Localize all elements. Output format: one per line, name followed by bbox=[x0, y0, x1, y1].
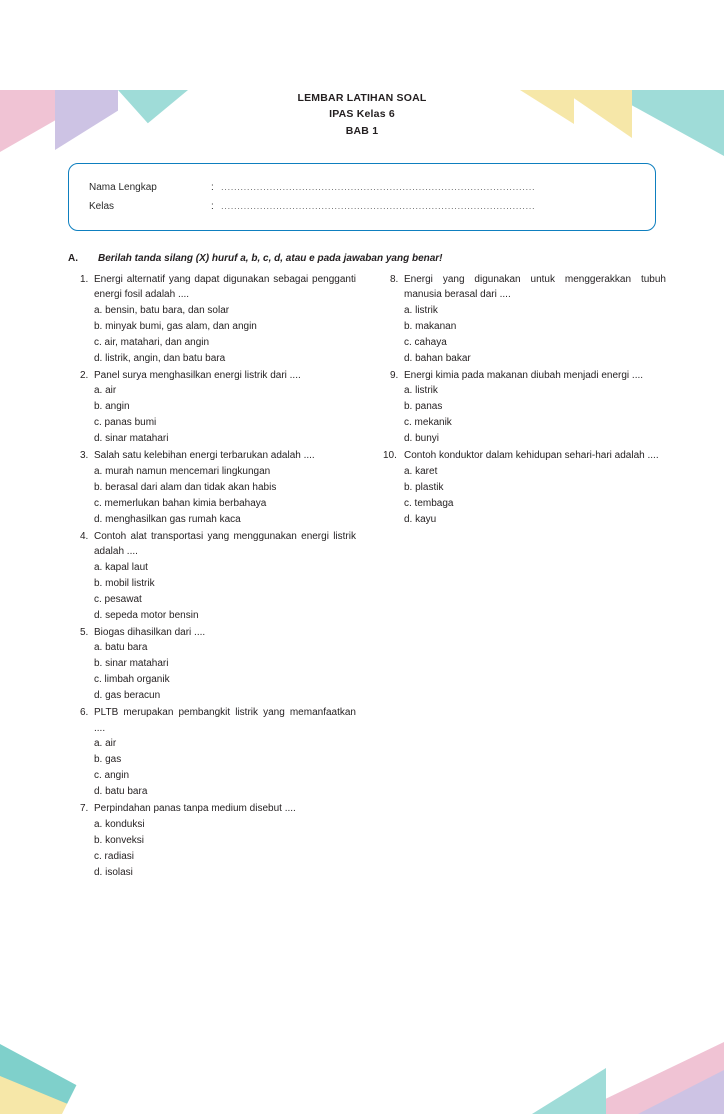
question-number: 2. bbox=[80, 369, 89, 381]
question-text: Energi alternatif yang dapat digunakan sebagai pengganti energi fosil adalah .... bbox=[94, 273, 356, 301]
question-number: 1. bbox=[80, 273, 89, 285]
page-title bbox=[68, 90, 656, 139]
decor-bottom-left-teal bbox=[0, 1044, 130, 1114]
option-b[interactable]: b. angin bbox=[94, 401, 130, 413]
option-c[interactable]: c. pesawat bbox=[94, 593, 142, 605]
question-item bbox=[68, 705, 356, 800]
question-text: Panel surya menghasilkan energi listrik dari .... bbox=[94, 369, 301, 381]
option-c[interactable]: c. tembaga bbox=[404, 497, 454, 509]
option-a[interactable]: a. listrik bbox=[404, 385, 438, 397]
identity-field-name[interactable]: ................................................................................................. bbox=[221, 181, 536, 193]
question-number: 7. bbox=[80, 803, 89, 815]
title-line-1: LEMBAR LATIHAN SOAL bbox=[297, 92, 427, 104]
question-item bbox=[68, 272, 356, 367]
question-item bbox=[68, 448, 356, 528]
option-c[interactable]: c. radiasi bbox=[94, 850, 135, 862]
option-d[interactable]: d. sepeda motor bensin bbox=[94, 609, 199, 621]
identity-colon-class: : bbox=[211, 200, 214, 212]
option-d[interactable]: d. menghasilkan gas rumah kaca bbox=[94, 513, 241, 525]
title-line-2: IPAS Kelas 6 bbox=[329, 108, 395, 121]
option-a[interactable]: a. konduksi bbox=[94, 818, 145, 830]
question-item bbox=[378, 368, 666, 448]
option-c[interactable]: c. memerlukan bahan kimia berbahaya bbox=[94, 497, 267, 509]
decor-bottom-left-white bbox=[62, 1062, 136, 1114]
question-number: 3. bbox=[80, 450, 89, 462]
question-body bbox=[94, 448, 356, 528]
option-b[interactable]: b. plastik bbox=[404, 481, 444, 493]
identity-colon-name: : bbox=[211, 181, 214, 193]
question-item bbox=[68, 625, 356, 705]
option-d[interactable]: d. sinar matahari bbox=[94, 433, 169, 445]
decor-bottom-right-pink bbox=[574, 1042, 724, 1114]
question-body bbox=[94, 529, 356, 624]
option-b[interactable]: b. sinar matahari bbox=[94, 658, 169, 670]
decor-bottom-right-lavender bbox=[638, 1070, 724, 1114]
option-b[interactable]: b. gas bbox=[94, 754, 122, 766]
identity-row-class bbox=[89, 197, 637, 216]
option-c[interactable]: c. angin bbox=[94, 770, 130, 782]
question-number: 4. bbox=[80, 530, 89, 542]
option-d[interactable]: d. batu bara bbox=[94, 786, 148, 798]
option-a[interactable]: a. kapal laut bbox=[94, 561, 148, 573]
question-item bbox=[378, 272, 666, 367]
option-d[interactable]: d. bunyi bbox=[404, 433, 440, 445]
option-b[interactable]: b. berasal dari alam dan tidak akan habis bbox=[94, 481, 277, 493]
question-body bbox=[94, 801, 356, 881]
option-b[interactable]: b. minyak bumi, gas alam, dan angin bbox=[94, 320, 257, 332]
question-item bbox=[378, 448, 666, 528]
question-text: Energi kimia pada makanan diubah menjadi energi .... bbox=[404, 369, 644, 381]
questions-column-left bbox=[68, 272, 356, 882]
question-number: 8. bbox=[390, 273, 399, 285]
section-letter: A. bbox=[68, 252, 78, 264]
option-d[interactable]: d. gas beracun bbox=[94, 690, 161, 702]
option-c[interactable]: c. limbah organik bbox=[94, 674, 170, 686]
question-text: Energi yang digunakan untuk menggerakkan tubuh manusia berasal dari .... bbox=[404, 273, 666, 301]
title-line-3: BAB 1 bbox=[345, 124, 379, 137]
questions-columns bbox=[68, 272, 666, 882]
question-body bbox=[404, 448, 666, 528]
question-item bbox=[68, 368, 356, 448]
identity-label-class: Kelas bbox=[89, 200, 115, 212]
option-b[interactable]: b. mobil listrik bbox=[94, 577, 155, 589]
option-d[interactable]: d. kayu bbox=[404, 513, 437, 525]
section-instruction: Berilah tanda silang (X) huruf a, b, c, d, atau e pada jawaban yang benar! bbox=[98, 252, 443, 264]
question-body bbox=[404, 272, 666, 367]
question-number: 6. bbox=[80, 707, 89, 719]
question-body bbox=[404, 368, 666, 448]
option-d[interactable]: d. isolasi bbox=[94, 866, 133, 878]
identity-box bbox=[68, 163, 656, 231]
questions-column-right bbox=[378, 272, 666, 882]
option-a[interactable]: a. karet bbox=[404, 465, 438, 477]
question-item bbox=[68, 801, 356, 881]
option-b[interactable]: b. makanan bbox=[404, 320, 457, 332]
question-text: Biogas dihasilkan dari .... bbox=[94, 626, 206, 638]
question-text: Contoh konduktor dalam kehidupan sehari-hari adalah .... bbox=[404, 450, 659, 462]
option-a[interactable]: a. murah namun mencemari lingkungan bbox=[94, 465, 271, 477]
question-body bbox=[94, 705, 356, 800]
option-c[interactable]: c. air, matahari, dan angin bbox=[94, 336, 210, 348]
identity-label-name: Nama Lengkap bbox=[89, 181, 157, 193]
option-c[interactable]: c. mekanik bbox=[404, 417, 452, 429]
question-body bbox=[94, 625, 356, 705]
option-a[interactable]: a. listrik bbox=[404, 304, 438, 316]
question-body bbox=[94, 368, 356, 448]
question-text: Salah satu kelebihan energi terbarukan adalah .... bbox=[94, 450, 315, 462]
decor-bottom-right-teal bbox=[532, 1068, 606, 1114]
question-text: Contoh alat transportasi yang menggunakan energi listrik adalah .... bbox=[94, 530, 356, 558]
option-a[interactable]: a. air bbox=[94, 385, 117, 397]
question-number: 10. bbox=[383, 450, 397, 462]
option-d[interactable]: d. listrik, angin, dan batu bara bbox=[94, 352, 226, 364]
question-text: Perpindahan panas tanpa medium disebut .... bbox=[94, 803, 296, 815]
decor-bottom-left-yellow bbox=[0, 1076, 92, 1114]
option-c[interactable]: c. cahaya bbox=[404, 336, 447, 348]
question-item bbox=[68, 529, 356, 624]
option-b[interactable]: b. panas bbox=[404, 401, 443, 413]
option-a[interactable]: a. air bbox=[94, 738, 117, 750]
option-b[interactable]: b. konveksi bbox=[94, 834, 145, 846]
option-a[interactable]: a. batu bara bbox=[94, 642, 148, 654]
question-number: 5. bbox=[80, 626, 89, 638]
identity-row-name bbox=[89, 178, 637, 197]
option-d[interactable]: d. bahan bakar bbox=[404, 352, 471, 364]
worksheet-page bbox=[0, 90, 724, 882]
option-a[interactable]: a. bensin, batu bara, dan solar bbox=[94, 304, 230, 316]
question-text: PLTB merupakan pembangkit listrik yang memanfaatkan .... bbox=[94, 707, 356, 734]
question-body bbox=[94, 272, 356, 367]
identity-field-class[interactable]: ................................................................................................. bbox=[221, 200, 536, 212]
section-a-heading bbox=[68, 253, 656, 264]
option-c[interactable]: c. panas bumi bbox=[94, 417, 157, 429]
question-number: 9. bbox=[390, 369, 399, 381]
